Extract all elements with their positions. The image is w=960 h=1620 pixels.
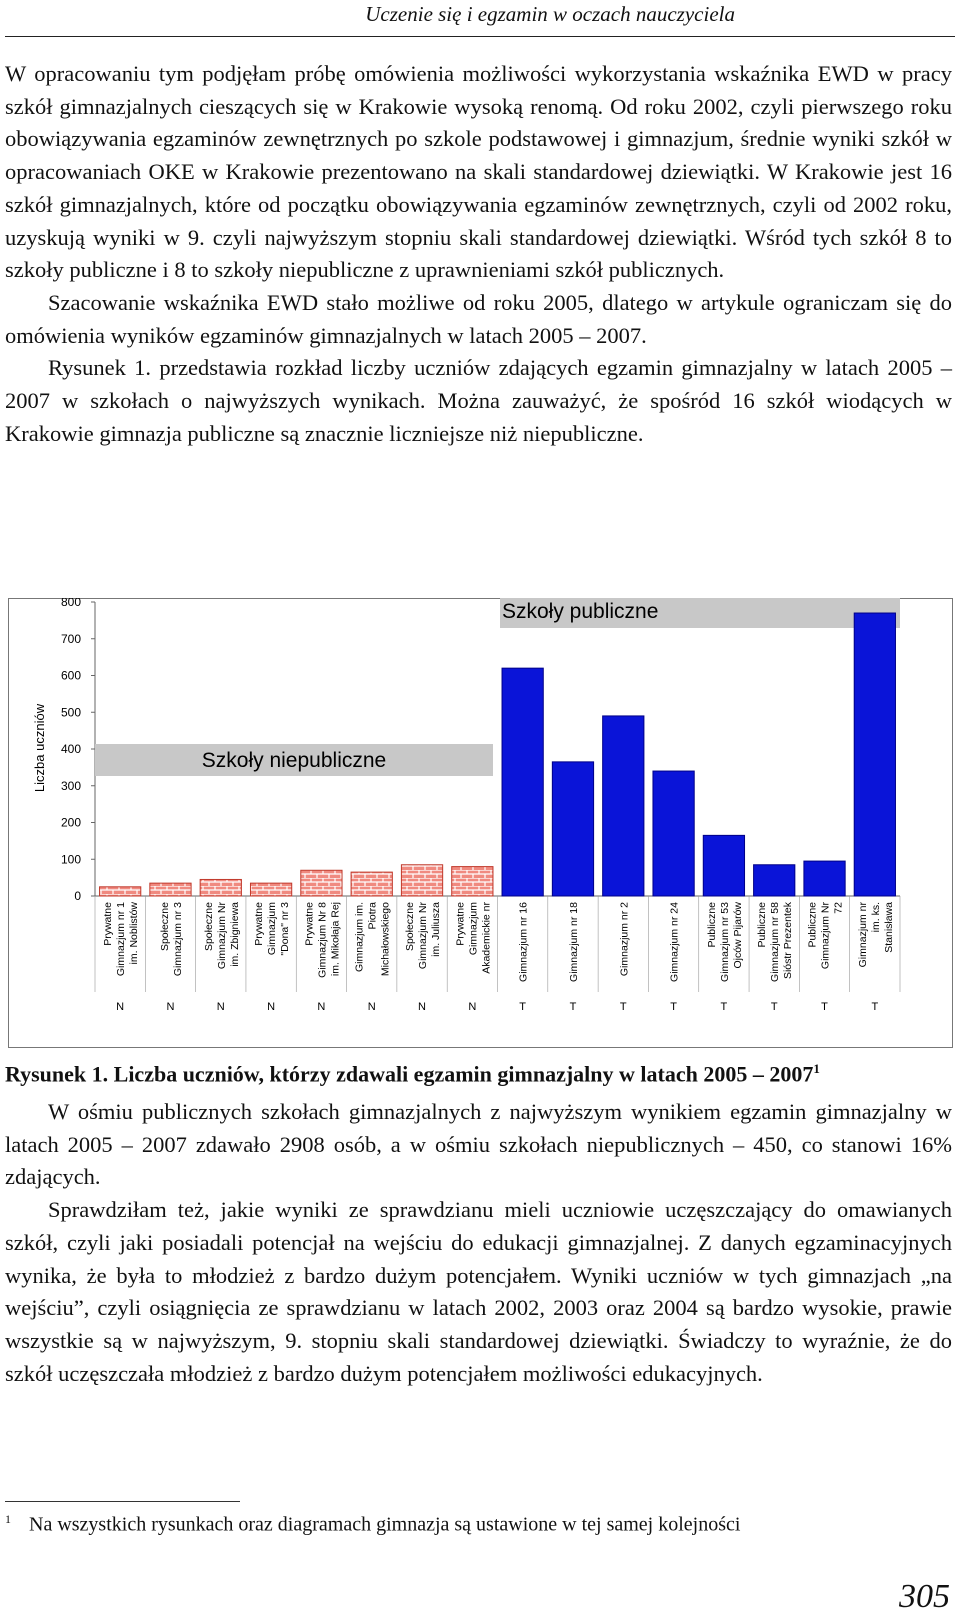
category-type-code: T bbox=[619, 1001, 627, 1013]
category-type-code: T bbox=[720, 1001, 728, 1013]
category-label: Sióstr Prezentek bbox=[782, 902, 795, 980]
paragraph: Szacowanie wskaźnika EWD stało możliwe od roku 2005, dlatego w artykule ograniczam się do omówienia wyników egzaminów gimnazjalnych w latach 2005 – 2007. bbox=[5, 289, 952, 348]
category-label: Akademickie nr bbox=[480, 902, 493, 974]
group-label-public: Szkoły publiczne bbox=[502, 600, 659, 623]
bar-chart bbox=[8, 598, 953, 1048]
category-label: Gimnazjum nr 2 bbox=[618, 902, 631, 977]
y-tick-label: 800 bbox=[60, 598, 81, 609]
category-label: im. Zbigniewa bbox=[228, 902, 241, 967]
y-tick-label: 700 bbox=[60, 631, 81, 646]
category-label: Gimnazjum im. bbox=[353, 902, 366, 973]
paragraph: Sprawdziłam też, jakie wyniki ze sprawdzianu mieli uczniowie uczęszczający do omawianych szkół, czyli jaki posiadali potencjał na wejściu do edukacji gimnazjalnej. Z danych egzaminacyjnych wynika, że była to młodzież z bardzo dużym potencjałem. Wyniki uczniów w tych gimnazjach „na wejściu”, czyli osiągnięcia ze sprawdzianu w latach 2002, 2003 oraz 2004 są bardzo wysokie, prawie wszystkie są w najwyższym, 9. stopniu skali standardowej dziewiątki. Świadczy to wyraźnie, że do szkół uczęszczała młodzież z bardzo dużym potencjałem możliwości edukacyjnych. bbox=[5, 1197, 952, 1386]
y-tick-label: 0 bbox=[74, 889, 81, 903]
footnote-ref: 1 bbox=[813, 1061, 820, 1076]
category-type-code: T bbox=[770, 1001, 778, 1013]
category-label: "Dona" nr 3 bbox=[279, 902, 292, 956]
footnote-text: Na wszystkich rysunkach oraz diagramach gimnazja są ustawione w tej samej kolejności bbox=[29, 1513, 741, 1536]
category-label: Publiczne bbox=[705, 902, 718, 948]
running-header-title: Uczenie się i egzamin w oczach nauczyciela bbox=[365, 2, 735, 26]
category-label: Gimnazjum nr bbox=[856, 902, 869, 968]
category-label: Gimnazjum nr 1 bbox=[115, 902, 128, 977]
category-label: Prywatne bbox=[102, 902, 115, 946]
bar bbox=[351, 872, 392, 896]
bar bbox=[754, 865, 795, 896]
category-type-code: N bbox=[418, 1001, 427, 1013]
bar bbox=[301, 870, 342, 896]
category-label: Publiczne bbox=[756, 902, 769, 948]
category-label: Gimnazjum nr 58 bbox=[769, 902, 782, 982]
category-type-code: N bbox=[216, 1001, 225, 1013]
category-label: Prywatne bbox=[454, 902, 467, 946]
category-type-code: T bbox=[569, 1001, 577, 1013]
y-tick-label: 600 bbox=[60, 668, 81, 683]
body-text-top bbox=[5, 58, 952, 450]
category-label: Gimnazjum Nr bbox=[215, 902, 228, 970]
category-type-code: N bbox=[317, 1001, 326, 1013]
category-label: Piotra bbox=[366, 902, 379, 930]
category-label: im. Mikołaja Rej bbox=[329, 902, 342, 977]
category-label: Gimnazjum nr 24 bbox=[668, 902, 681, 982]
bar bbox=[250, 883, 291, 896]
figure-chart bbox=[8, 598, 953, 1048]
page-number: 305 bbox=[899, 1578, 950, 1615]
running-header bbox=[0, 0, 960, 28]
category-label: Prywatne bbox=[253, 902, 266, 946]
y-tick-label: 300 bbox=[60, 778, 81, 793]
category-label: im. Juliusza bbox=[430, 902, 443, 957]
footnote-mark: 1 bbox=[5, 1512, 11, 1526]
bar bbox=[150, 883, 191, 896]
category-label: Gimnazjum Nr bbox=[819, 902, 832, 970]
category-label: Ojców Pijarów bbox=[731, 902, 744, 969]
bar bbox=[854, 613, 895, 896]
category-label: Stanisława bbox=[882, 902, 895, 953]
bar bbox=[804, 861, 845, 896]
category-type-code: T bbox=[519, 1001, 527, 1013]
footnote-divider bbox=[5, 1501, 240, 1502]
paragraph: W ośmiu publicznych szkołach gimnazjalnych z najwyższym wynikiem egzamin gimnazjalny w latach 2005 – 2007 zdawało 2908 osób, a w ośmiu szkołach niepublicznych – 450, co stanowi 16% zdających. bbox=[5, 1099, 952, 1190]
bar bbox=[100, 887, 141, 896]
category-type-code: T bbox=[670, 1001, 677, 1013]
category-type-code: N bbox=[116, 1001, 125, 1013]
category-type-code: N bbox=[468, 1001, 477, 1013]
category-label: Michałowskiego bbox=[379, 902, 392, 977]
category-type-code: T bbox=[871, 1001, 879, 1013]
category-label: Gimnazjum nr 18 bbox=[567, 902, 580, 982]
bar bbox=[401, 865, 442, 896]
bar bbox=[452, 867, 493, 896]
footnote bbox=[5, 1512, 740, 1537]
y-tick-label: 500 bbox=[60, 705, 81, 720]
chart-border bbox=[9, 599, 953, 1048]
figure-caption-text: Rysunek 1. Liczba uczniów, którzy zdawali egzamin gimnazjalny w latach 2005 – 2007 bbox=[5, 1061, 814, 1087]
category-label: Gimnazjum nr 16 bbox=[517, 902, 530, 982]
y-tick-label: 400 bbox=[60, 742, 81, 756]
category-label: Gimnazjum bbox=[467, 902, 480, 956]
category-label: Gimnazjum nr 3 bbox=[171, 902, 184, 977]
body-text-bottom bbox=[5, 1096, 952, 1390]
category-label: im. Noblistów bbox=[128, 902, 141, 965]
paragraph: W opracowaniu tym podjęłam próbę omówienia możliwości wykorzystania wskaźnika EWD w pracy szkół gimnazjalnych cieszących się w Krakowie wysoką renomą. Od roku 2002, czyli pierwszego roku obowiązywania egzaminów zewnętrznych po szkole podstawowej i gimnazjum, średnie wyniki szkół w opracowaniach OKE w Krakowie prezentowano na skali standardowej dziewiątki. W Krakowie jest 16 szkół gimnazjalnych, które od początku obowiązywania egzaminów zewnętrznych, czyli od 2002 roku, uzyskują wyniki w 9. czyli najwyższym stopniu skali standardowej dziewiątki. Wśród tych szkół 8 to szkoły publiczne i 8 to szkoły niepubliczne z uprawnieniami szkół publicznych. bbox=[5, 61, 952, 283]
paragraph: Rysunek 1. przedstawia rozkład liczby uczniów zdających egzamin gimnazjalny w latach 2005 – 2007 w szkołach o najwyższych wynikach. Można zauważyć, że spośród 16 szkół wiodących w Krakowie gimnazja publiczne są znacznie liczniejsze niż niepubliczne. bbox=[5, 355, 952, 446]
category-label: 72 bbox=[832, 902, 845, 914]
figure-caption bbox=[5, 1061, 820, 1087]
bar bbox=[653, 771, 694, 896]
category-label: Gimnazjum Nr bbox=[417, 902, 430, 970]
category-label: Prywatne bbox=[303, 902, 316, 946]
category-label: Publiczne bbox=[806, 902, 819, 948]
bar bbox=[552, 762, 593, 896]
header-divider bbox=[5, 36, 955, 37]
bar bbox=[502, 668, 543, 896]
category-type-code: N bbox=[166, 1001, 175, 1013]
category-label: Społeczne bbox=[158, 902, 171, 952]
bar bbox=[703, 835, 744, 896]
group-label-private: Szkoły niepubliczne bbox=[201, 749, 387, 772]
y-tick-label: 100 bbox=[60, 852, 81, 867]
category-type-code: N bbox=[267, 1001, 276, 1013]
category-label: Gimnazjum bbox=[266, 902, 279, 956]
bar bbox=[603, 716, 644, 896]
category-label: Społeczne bbox=[404, 902, 417, 952]
category-label: Gimnazjum Nr 8 bbox=[316, 902, 329, 978]
category-label: Społeczne bbox=[202, 902, 215, 952]
category-type-code: N bbox=[367, 1001, 376, 1013]
category-type-code: T bbox=[821, 1001, 828, 1013]
category-label: im. ks. bbox=[869, 902, 882, 933]
category-label: Gimnazjum nr 53 bbox=[718, 902, 731, 982]
y-tick-label: 200 bbox=[60, 815, 81, 830]
y-axis-label: Liczba uczniów bbox=[32, 703, 47, 793]
bar bbox=[200, 879, 241, 896]
